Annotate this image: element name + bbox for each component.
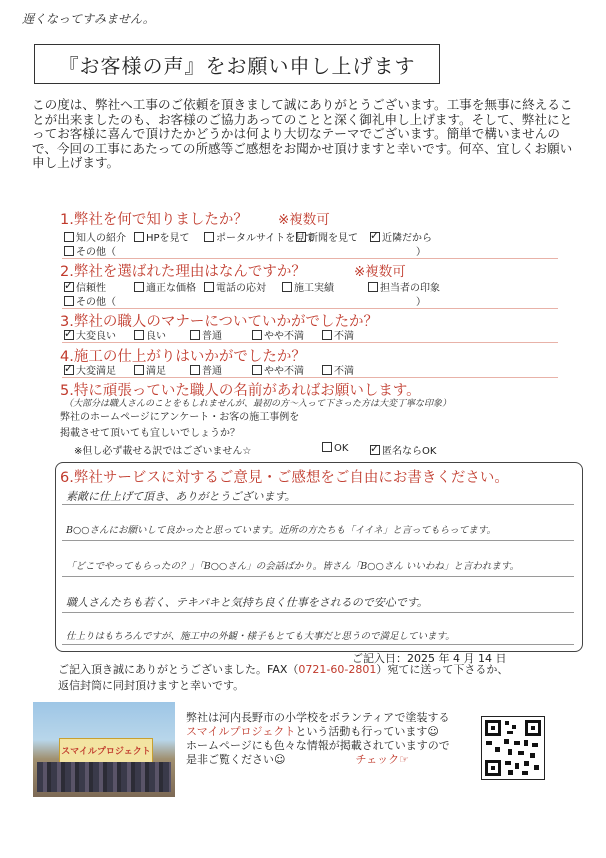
q4-option-1-checked[interactable]: ✓ 大変満足 (64, 362, 116, 377)
promo-line-2: という活動も行っています☺ (295, 725, 439, 738)
q2-option-2[interactable]: 適正な価格 (134, 279, 196, 294)
page-title: 『お客様の声』をお願い申し上げます (34, 44, 440, 84)
separator (62, 258, 558, 259)
qr-code-graphic (482, 717, 544, 779)
feedback-line (62, 540, 574, 541)
q1-option-5-checked[interactable]: ✓ 近隣だから (370, 229, 432, 244)
intro-paragraph: この度は、弊社へ工事のご依頼を頂きまして誠にありがとうございます。工事を無事に終えることが出来ましたのも、お客様のご協力あってのことと深く御礼申し上げます。そして、弊社にとってお客様に喜んで頂けたかどうかは何より大切なテーマでございます。簡単で構いませんので、今回の工事にあたっての所感等ご感想をお聞かせ頂けますと幸いです。何卒、宜しくお願い申し上げます。 (32, 97, 573, 171)
feedback-text-1: 素敵に仕上げて頂き、ありがとうございます。 (66, 490, 296, 503)
q2-option-5[interactable]: 担当者の印象 (368, 279, 440, 294)
separator (62, 377, 558, 378)
separator (62, 342, 558, 343)
promo-text (186, 711, 450, 767)
qr-code[interactable] (481, 716, 545, 780)
feedback-line (62, 612, 574, 613)
q4-option-4[interactable]: やや不満 (252, 362, 304, 377)
q3-heading: 3.弊社の職人のマナーについていかがでしたか？ (60, 314, 379, 330)
promo-line-3: ホームページにも色々な情報が掲載されていますので (186, 739, 450, 752)
q1-other[interactable]: その他（ (64, 243, 116, 258)
q3-option-3[interactable]: 普通 (190, 327, 222, 342)
q2-heading: 2.弊社を選ばれた理由はなんですか？ (60, 264, 306, 280)
q5-line-2: 掲載させて頂いても宜しいでしょうか？ (60, 428, 240, 439)
q2-option-1-checked[interactable]: ✓ 信頼性 (64, 279, 106, 294)
promo-project-name: スマイルプロジェクト (186, 725, 296, 738)
q1-heading: 1.弊社を何で知りましたか？ (60, 212, 248, 228)
footer-line1-a: ご記入頂き誠にありがとうございました。FAX（ (58, 663, 299, 676)
q3-option-4[interactable]: やや不満 (252, 327, 304, 342)
promo-line-1: 弊社は河内長野市の小学校をボランティアで塗装する (186, 711, 450, 724)
footer-line2: 返信封筒に同封頂けますと幸いです。 (58, 679, 245, 692)
q3-option-2[interactable]: 良い (134, 327, 166, 342)
footer-text (58, 662, 508, 694)
volunteer-group-photo (33, 702, 175, 797)
feedback-line (62, 504, 574, 505)
q4-option-5[interactable]: 不満 (322, 362, 354, 377)
feedback-text-5: 仕上りはもちろんですが、施工中の外観・様子もとても大事だと思うので満足しています。 (66, 631, 455, 642)
q3-option-5[interactable]: 不満 (322, 327, 354, 342)
q6-heading: 6.弊社サービスに対するご意見・ご感想をご自由にお書きください。 (60, 470, 509, 486)
check-link[interactable]: チェック☞ (355, 753, 409, 766)
q4-heading: 4.施工の仕上がりはいかがでしたか？ (60, 349, 306, 365)
smile-project-banner: スマイルプロジェクト (59, 738, 153, 766)
q5-line-3: ※但し必ず載せる訳ではございません☆ (74, 446, 252, 457)
handwritten-top-note: 遅くなってすみません。 (22, 12, 155, 26)
q1-note: ※複数可 (278, 212, 330, 228)
q2-option-3[interactable]: 電話の応対 (204, 279, 266, 294)
q5-line-1: 弊社のホームページにアンケート・お客の施工事例を (60, 412, 300, 423)
q2-option-4[interactable]: 施工実績 (282, 279, 334, 294)
q5-anon-option-checked[interactable]: ✓ 匿名ならOK (370, 442, 437, 457)
q2-note: ※複数可 (354, 264, 406, 280)
feedback-text-2: B○○さんにお願いして良かったと思っています。近所の方たちも「イイネ」と言ってもらってます。 (66, 525, 496, 536)
feedback-text-3: 「どこでやってもらったの？」「B○○さん」の会話ばかり。皆さん「B○○さん いいわね」と言われます。 (66, 561, 520, 572)
q5-heading: 5.特に頑張っていた職人の名前があればお願いします。 (60, 383, 421, 399)
group-of-people (37, 762, 171, 792)
q3-option-1-checked[interactable]: ✓ 大変良い (64, 327, 116, 342)
q1-option-3[interactable]: ポータルサイトを見て (204, 229, 315, 244)
feedback-line (62, 576, 574, 577)
feedback-line (62, 644, 574, 645)
promo-line-4: 是非ご覧ください☺ (186, 753, 286, 766)
footer-line1-b: ）宛てに送って下さるか、 (376, 663, 509, 676)
q1-option-2[interactable]: HPを見て (134, 229, 190, 244)
q1-other-close: ） (416, 247, 426, 258)
q5-handwritten-answer: （大部分は職人さんのことをもしれませんが、最初の方～入って下さった方は大変丁寧な印象） (64, 399, 452, 409)
q4-option-3[interactable]: 普通 (190, 362, 222, 377)
q5-ok-option[interactable]: OK (322, 442, 348, 454)
q1-option-4[interactable]: 新聞を見て (296, 229, 358, 244)
fill-date: ご記入日：2025 年 4 月 14 日 (352, 652, 507, 665)
q1-option-1[interactable]: 知人の紹介 (64, 229, 126, 244)
q2-other[interactable]: その他（ (64, 293, 116, 308)
feedback-text-4: 職人さんたちも若く、テキパキと気持ち良く仕事をされるので安心です。 (66, 596, 428, 609)
separator (62, 308, 558, 309)
fax-number: 0721-60-2801 (298, 663, 377, 676)
q2-other-close: ） (416, 297, 426, 308)
q4-option-2[interactable]: 満足 (134, 362, 166, 377)
